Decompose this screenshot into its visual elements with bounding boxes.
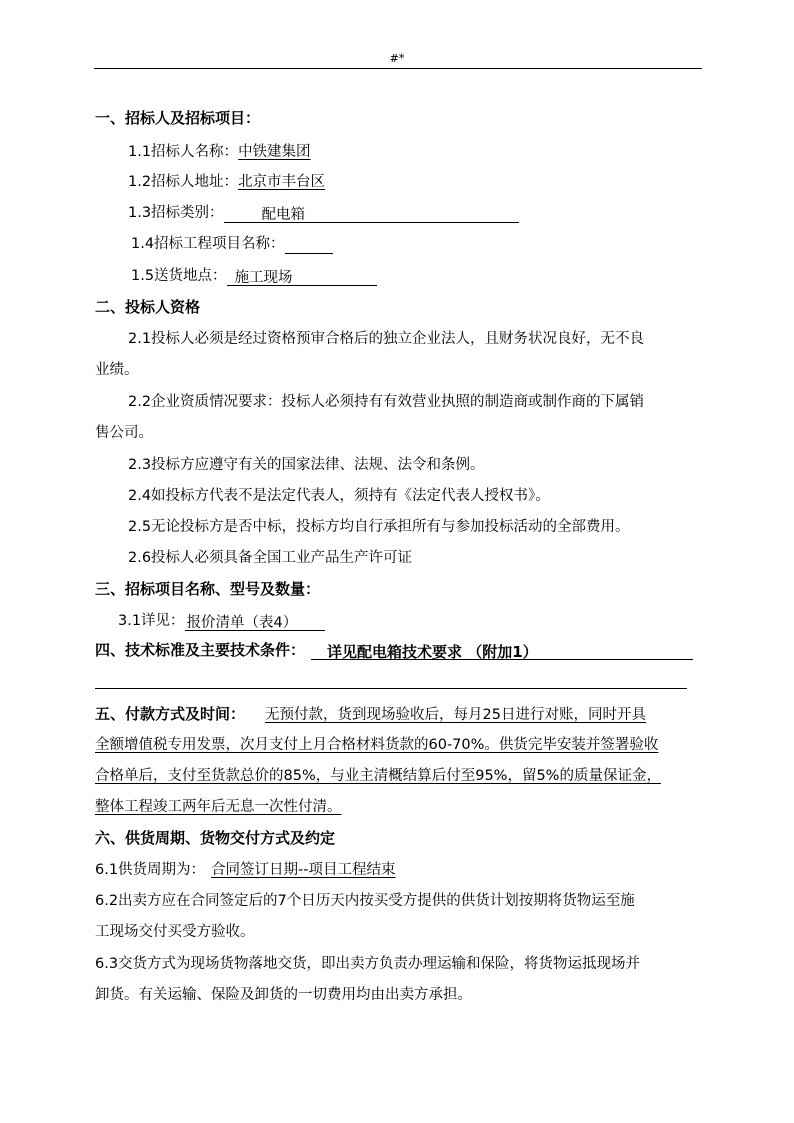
section-4-line <box>95 640 693 660</box>
bidder-name-label: 1.1招标人名称： <box>128 144 239 160</box>
qualification-2-2a: 2.2企业资质情况要求：投标人必须持有有效营业执照的制造商或制作商的下属销 <box>128 394 645 410</box>
bidder-address-label: 1.2招标人地址： <box>128 174 239 190</box>
header-mark: #* <box>389 52 405 65</box>
supply-cycle-label: 6.1供货周期为： <box>95 862 206 878</box>
delivery-location-label: 1.5送货地点： <box>131 268 227 284</box>
item-list-value: 报价清单（表4） <box>186 615 298 631</box>
payment-line-1 <box>95 704 646 725</box>
item-list-blank <box>185 613 325 631</box>
blank-rule <box>95 688 687 689</box>
section-5-title: 五、付款方式及时间： <box>95 705 246 723</box>
delivery-location-blank <box>227 268 377 286</box>
delivery-location-line <box>131 266 377 286</box>
project-name-blank <box>285 236 333 254</box>
qualification-2-2b: 售公司。 <box>95 425 153 441</box>
qualification-2-1b: 业绩。 <box>95 362 139 378</box>
section-6-title: 六、供货周期、货物交付方式及约定 <box>95 829 336 847</box>
payment-text-1: 无预付款，货到现场验收后，每月25日进行对账，同时开具 <box>265 707 646 723</box>
tender-type-value: 配电箱 <box>261 207 306 223</box>
project-name-line <box>131 234 333 254</box>
delivery-terms-6-2a: 6.2出卖方应在合同签定后的7个日历天内按买受方提供的供货计划按期将货物运至施 <box>95 893 635 909</box>
bidder-name-line <box>128 142 311 162</box>
tender-type-blank <box>224 205 519 223</box>
delivery-terms-6-3a: 6.3交货方式为现场货物落地交货，即出卖方负责办理运输和保险，将货物运抵现场并 <box>95 956 641 972</box>
section-4-title: 四、技术标准及主要技术条件： <box>95 641 306 659</box>
payment-text-2: 全额增值税专用发票，次月支付上月合格材料货款的60-70%。供货完毕安装并签署验收 <box>95 737 659 753</box>
section-3-title: 三、招标项目名称、型号及数量： <box>95 580 321 598</box>
supply-cycle-line <box>95 860 396 880</box>
tender-type-line <box>128 203 519 223</box>
header-rule <box>94 68 702 69</box>
qualification-2-5: 2.5无论投标方是否中标，投标方均自行承担所有与参加投标活动的全部费用。 <box>128 519 630 535</box>
delivery-location-value: 施工现场 <box>234 270 293 286</box>
item-list-line <box>118 611 325 631</box>
delivery-terms-6-3b: 卸货。有关运输、保险及卸货的一切费用均由出卖方承担。 <box>95 987 472 1003</box>
qualification-2-4: 2.4如投标方代表不是法定代表人，须持有《法定代表人授权书》。 <box>128 488 550 504</box>
payment-text-3: 合格单后，支付至货款总价的85%，与业主清概结算后付至95%，留5%的质量保证金， <box>95 768 661 784</box>
bidder-address-line <box>128 172 325 192</box>
delivery-terms-6-2b: 工现场交付买受方验收。 <box>95 924 255 940</box>
bidder-address-value: 北京市丰台区 <box>238 174 326 190</box>
qualification-2-1a: 2.1投标人必须是经过资格预审合格后的独立企业法人，且财务状况良好，无不良 <box>128 331 645 347</box>
tech-standard-blank <box>311 642 693 660</box>
section-2-title: 二、投标人资格 <box>95 298 201 316</box>
payment-text-4: 整体工程竣工两年后无息一次性付清。 <box>95 799 342 815</box>
tech-standard-value: 详见配电箱技术要求 （附加1） <box>327 643 538 661</box>
supply-cycle-value: 合同签订日期--项目工程结束 <box>211 862 396 878</box>
project-name-label: 1.4招标工程项目名称： <box>131 236 285 252</box>
tender-type-label: 1.3招标类别： <box>128 205 224 221</box>
qualification-2-6: 2.6投标人必须具备全国工业产品生产许可证 <box>128 550 413 566</box>
qualification-2-3: 2.3投标方应遵守有关的国家法律、法规、法令和条例。 <box>128 457 485 473</box>
section-1-title: 一、招标人及招标项目： <box>95 109 261 127</box>
item-list-label: 3.1详见： <box>118 613 185 629</box>
bidder-name-value: 中铁建集团 <box>238 144 311 160</box>
